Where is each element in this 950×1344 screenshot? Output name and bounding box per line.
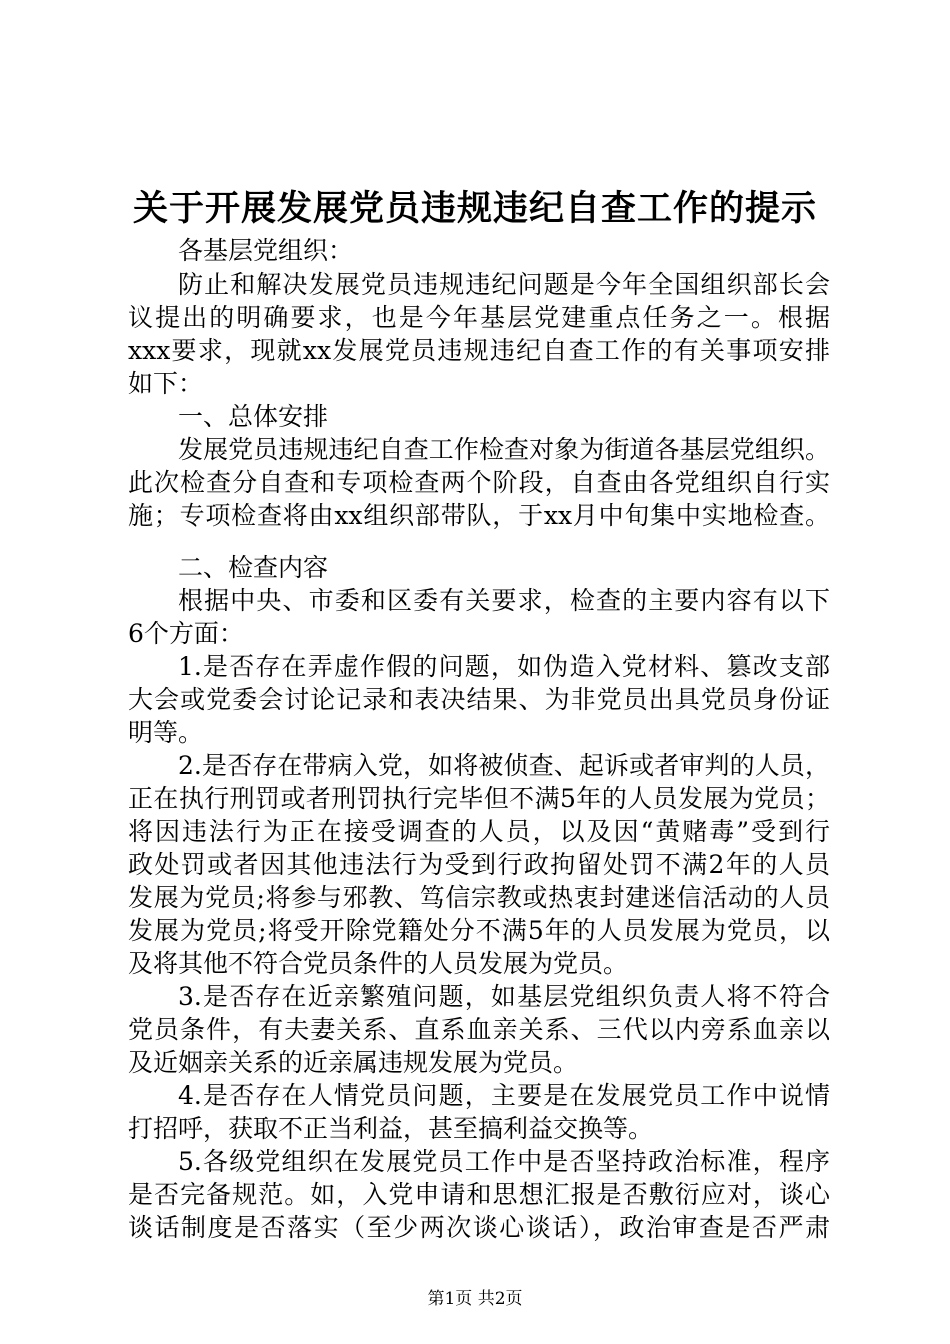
page-footer: 第1页 共2页 [427,1289,523,1309]
text-line: 及将其他不符合党员条件的人员发展为党员。 [128,949,629,978]
text-line: 防止和解决发展党员违规违纪问题是今年全国组织部长会 [178,270,830,299]
text-line: 党员条件，有夫妻关系、直系血亲关系、三代以内旁系血亲以 [128,1015,830,1044]
text-line: 1.是否存在弄虚作假的问题，如伪造入党材料、篡改支部 [178,652,830,681]
text-line: 打招呼，获取不正当利益，甚至搞利益交换等。 [128,1114,654,1143]
text-line: 明等。 [128,718,204,747]
text-line: 4.是否存在人情党员问题，主要是在发展党员工作中说情 [178,1081,830,1110]
text-line: xxx要求，现就xx发展党员违规违纪自查工作的有关事项安排 [128,336,830,365]
text-line: 正在执行刑罚或者刑罚执行完毕但不满5年的人员发展为党员； [128,784,830,813]
text-line: 5.各级党组织在发展党员工作中是否坚持政治标准，程序 [178,1147,830,1176]
text-line: 发展为党员;将受开除党籍处分不满5年的人员发展为党员，以 [128,916,830,945]
salutation: 各基层党组织： [178,236,354,265]
document-title: 关于开展发展党员违规违纪自查工作的提示 [132,188,817,229]
section-heading: 二、检查内容 [178,553,329,582]
text-line: 议提出的明确要求，也是今年基层党建重点任务之一。根据 [128,303,830,332]
text-line: 发展为党员;将参与邪教、笃信宗教或热衷封建迷信活动的人员 [128,883,830,912]
text-line: 根据中央、市委和区委有关要求，检查的主要内容有以下 [178,586,830,615]
text-line: 发展党员违规违纪自查工作检查对象为街道各基层党组织。 [178,435,830,464]
text-line: 及近姻亲关系的近亲属违规发展为党员。 [128,1048,579,1077]
text-line: 是否完备规范。如，入党申请和思想汇报是否敷衍应对，谈心 [128,1180,830,1209]
text-line: 大会或党委会讨论记录和表决结果、为非党员出具党员身份证 [128,685,830,714]
text-line: 谈话制度是否落实（至少两次谈心谈话），政治审查是否严肃 [128,1213,830,1242]
text-line: 6个方面： [128,619,244,648]
text-line: 2.是否存在带病入党，如将被侦查、起诉或者审判的人员， [178,751,830,780]
text-line: 3.是否存在近亲繁殖问题，如基层党组织负责人将不符合 [178,982,830,1011]
text-line: 将因违法行为正在接受调查的人员，以及因“黄赌毒”受到行 [128,817,830,846]
text-line: 此次检查分自查和专项检查两个阶段，自查由各党组织自行实 [128,468,830,497]
text-line: 政处罚或者因其他违法行为受到行政拘留处罚不满2年的人员 [128,850,830,879]
text-line: 施；专项检查将由xx组织部带队，于xx月中旬集中实地检查。 [128,501,830,530]
text-line: 如下： [128,369,204,398]
section-heading: 一、总体安排 [178,402,329,431]
